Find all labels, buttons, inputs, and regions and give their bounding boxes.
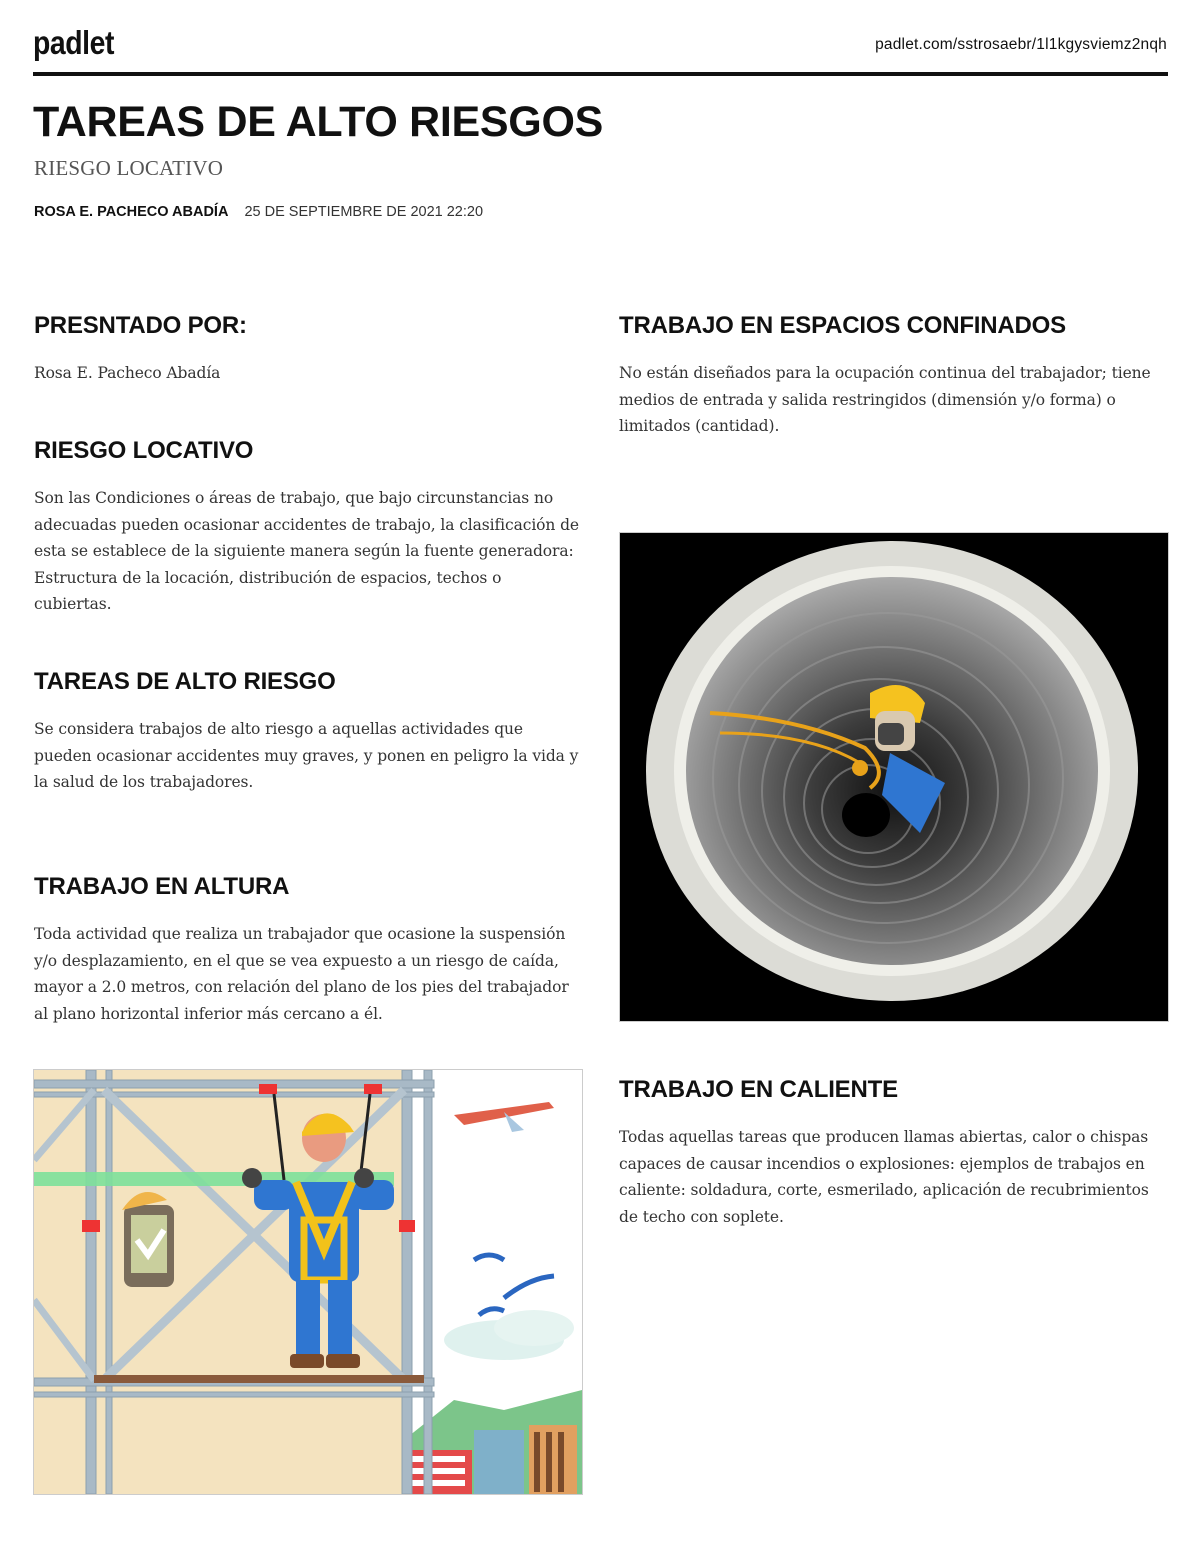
post-body: Rosa E. Pacheco Abadía — [34, 364, 221, 382]
post-espacios-confinados — [619, 312, 1167, 440]
author-name: ROSA E. PACHECO ABADÍA — [34, 204, 229, 220]
board-subtitle: RIESGO LOCATIVO — [34, 156, 224, 180]
post-body: Se considera trabajos de alto riesgo a aquellas actividades que pueden ocasionar accidentes muy graves, y ponen en peligro la vida y la salud de los trabajadores. — [34, 720, 579, 791]
post-body: No están diseñados para la ocupación continua del trabajador; tiene medios de entrada y salida restringidos (dimensión y/o forma) o limitados (cantidad). — [619, 364, 1151, 435]
confined-space-illustration — [620, 533, 1168, 1021]
padlet-logo[interactable]: padlet — [33, 24, 115, 61]
post-title: TRABAJO EN ALTURA — [34, 873, 290, 900]
post-title: TRABAJO EN ESPACIOS CONFINADOS — [619, 312, 1066, 339]
post-trabajo-en-caliente — [619, 1076, 1167, 1230]
post-body: Todas aquellas tareas que producen llamas abiertas, calor o chispas capaces de causar incendios o explosiones: ejemplos de trabajos en caliente: soldadura, corte, esmerilado, aplicación de recubrimientos de techo con soplete. — [619, 1128, 1149, 1226]
post-body: Son las Condiciones o áreas de trabajo, que bajo circunstancias no adecuadas pueden ocasionar accidentes de trabajo, la clasificación de esta se establece de la siguiente manera según la fuente generadora: Estructura de la locación, distribución de espacios, techos o cubiertas. — [34, 489, 580, 613]
post-trabajo-en-altura — [34, 873, 582, 1027]
post-title: PRESNTADO POR: — [34, 312, 247, 339]
header-divider — [33, 72, 1168, 76]
board-url[interactable]: padlet.com/sstrosaebr/1l1kgysviemz2nqh — [875, 36, 1167, 53]
post-date: 25 DE SEPTIEMBRE DE 2021 22:20 — [244, 204, 484, 220]
post-title: TRABAJO EN CALIENTE — [619, 1076, 898, 1103]
board-title: TAREAS DE ALTO RIESGOS — [33, 98, 603, 146]
post-tareas-alto-riesgo — [34, 668, 582, 796]
post-riesgo-locativo — [34, 437, 582, 618]
scaffold-worker-image[interactable] — [33, 1069, 583, 1495]
board-meta — [34, 204, 483, 220]
post-title: TAREAS DE ALTO RIESGO — [34, 668, 336, 695]
post-body: Toda actividad que realiza un trabajador que ocasione la suspensión y/o desplazamiento, en el que se vea expuesto a un riesgo de caída, mayor a 2.0 metros, con relación del plano de los pies del trabajador al plano horizontal inferior más cercano a él. — [34, 925, 569, 1023]
top-bar — [33, 22, 1167, 72]
confined-space-image[interactable] — [619, 532, 1169, 1022]
post-title: RIESGO LOCATIVO — [34, 437, 254, 464]
post-presentado-por — [34, 312, 582, 387]
scaffold-illustration — [34, 1070, 582, 1494]
